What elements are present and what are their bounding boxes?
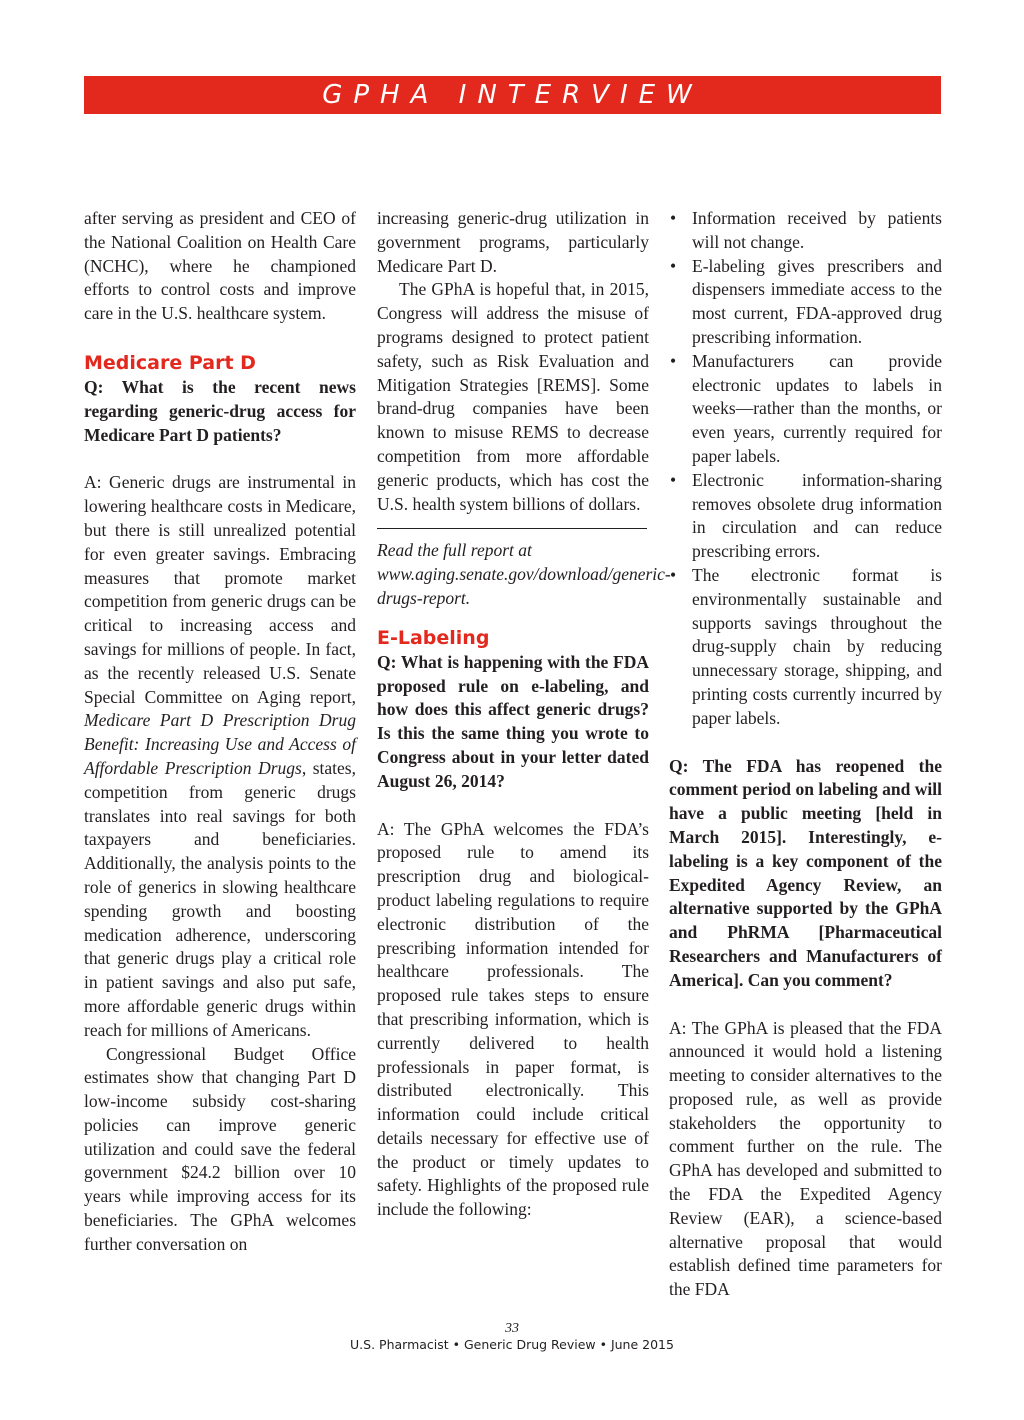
column-3 [669,207,942,1302]
question: Q: What is happening with the FDA proposed rule on e-labeling, and how does this affect generic drugs? Is this the same thing you wrote to Congress about in your letter dated August 26, 2014? [377,651,649,791]
list-item: • Information received by patients will not change. [669,207,942,255]
answer [84,471,356,1042]
highlights-list [669,207,942,731]
report-link-note: Read the full report at www.aging.senate.gov/download/generic-drugs-report. [377,540,671,608]
list-item: • E-labeling gives prescribers and dispensers immediate access to the most current, FDA-approved drug prescribing information. [669,255,942,350]
question: Q: The FDA has reopened the comment period on labeling and will have a public meeting [held in March 2015]. Interestingly, e-labeling is a key component of the Expedited Agency Review, an alternative supported by the GPhA and PhRMA [Pharmaceutical Researchers and Manufacturers of America]. Can you comment? [669,755,942,990]
answer-text: , states, competition from generic drugs translates into real savings for both taxpayers and beneficiaries. Additionally, the analysis points to the role of generics in slowing healthcare spending growth and boosting medication adherence, underscoring that generic drugs play a critical role in patient savings and also put safe, more affordable generic drugs within reach for millions of Americans. [84,757,356,1040]
divider [377,528,647,529]
list-item: • The electronic format is environmentally sustainable and supports savings throughout the drug-supply chain by reducing unnecessary storage, shipping, and printing costs currently incurred by paper labels. [669,564,942,731]
paragraph: after serving as president and CEO of the National Coalition on Health Care (NCHC), where he championed efforts to control costs and improve care in the U.S. healthcare system. [84,208,356,324]
section-heading-elabeling: E-Labeling [377,626,490,649]
paragraph: increasing generic-drug utilization in government programs, particularly Medicare Part D. [377,208,649,276]
list-item: • Manufacturers can provide electronic updates to labels in weeks—rather than the months, or even years, currently required for paper labels. [669,350,942,469]
answer: A: The GPhA is pleased that the FDA announced it would hold a listening meeting to consider alternatives to the proposed rule, as well as provide stakeholders the opportunity to comment further on the rule. The GPhA has developed and submitted to the FDA the Expedited Agency Review (EAR), a science-based alternative proposal that would establish defined time parameters for the FDA [669,1017,942,1300]
report-title: Medicare Part D Prescription Drug Benefit: Increasing Use and Access of Affordable Prescription Drugs [84,710,356,778]
publication-line: U.S. Pharmacist • Generic Drug Review • June 2015 [350,1337,674,1352]
answer: A: The GPhA welcomes the FDA’s proposed rule to amend its prescription drug and biological-product labeling regulations to require electronic distribution of the prescribing information intended for healthcare professionals. The proposed rule takes steps to ensure that prescribing information, which is currently delivered to health professionals in paper format, is distributed electronically. This information could include critical details necessary for effective use of the product or timely updates to safety. Highlights of the proposed rule include the following: [377,818,649,1220]
page-number: 33 [505,1321,519,1336]
question: Q: What is the recent news regarding generic-drug access for Medicare Part D patients? [84,376,356,445]
paragraph: Congressional Budget Office estimates show that changing Part D low-income subsidy cost-sharing policies can improve generic utilization and could save the federal government $24.2 billion over 10 years while improving access for its beneficiaries. The GPhA welcomes further conversation on [84,1043,356,1254]
column-1 [84,207,356,1257]
banner-title: GPHA INTERVIEW [322,80,703,110]
paragraph: The GPhA is hopeful that, in 2015, Congress will address the misuse of programs designed to protect patient safety, such as Risk Evaluation and Mitigation Strategies [REMS]. Some brand-drug companies have been known to misuse REMS to decrease competition from more affordable generic products, which has cost the U.S. health system billions of dollars. [377,279,649,514]
section-banner [84,76,941,114]
list-item: • Electronic information-sharing removes obsolete drug information in circulation and can reduce prescribing errors. [669,469,942,564]
section-heading-medicare: Medicare Part D [84,351,256,374]
column-2 [377,207,671,1222]
answer-text: A: Generic drugs are instrumental in lowering healthcare costs in Medicare, but there is still unrealized potential for even greater savings. Embracing measures that promote market competition from generic drugs can be critical to increasing access and savings for millions of people. In fact, as the recently released U.S. Senate Special Committee on Aging report, [84,472,356,707]
